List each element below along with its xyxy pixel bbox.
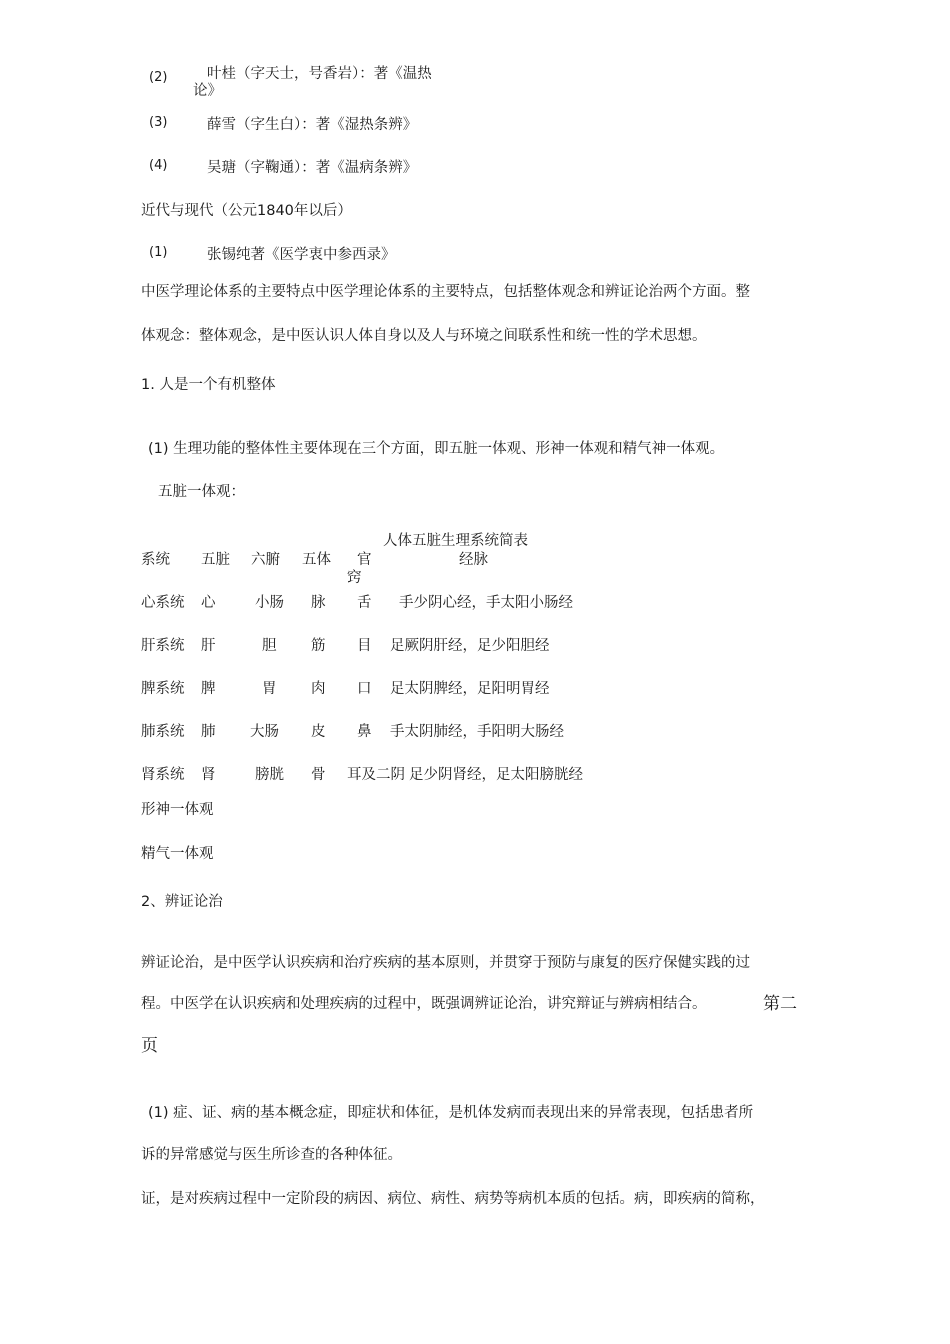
table-cell-qiao: 耳及二阴 xyxy=(347,767,405,783)
table-cell-ti: 骨 xyxy=(311,767,326,783)
subheading: 五脏一体观： xyxy=(158,484,245,500)
table-cell-ti: 皮 xyxy=(311,724,326,740)
table-cell-fu: 膀胱 xyxy=(255,767,284,783)
table-cell-qiao: 口 xyxy=(357,681,372,697)
table-header-qiao-cut: 窍 xyxy=(347,570,362,586)
table-cell-mai: 手太阴肺经，手阳明大肠经 xyxy=(390,724,564,740)
table-cell-system: 脾系统 xyxy=(141,681,185,697)
paragraph-line: 体观念：整体观念，是中医认识人体自身以及人与环境之间联系性和统一性的学术思想。 xyxy=(141,328,707,344)
page-marker: 第二 xyxy=(763,994,797,1014)
paragraph-line: 证，是对疾病过程中一定阶段的病因、病位、病性、病势等病机本质的包括。病，即疾病的简称， xyxy=(141,1191,765,1207)
table-cell-qiao: 目 xyxy=(357,638,372,654)
table-cell-fu: 大肠 xyxy=(250,724,279,740)
paragraph-line: 中医学理论体系的主要特点中医学理论体系的主要特点，包括整体观念和辨证论治两个方面。整 xyxy=(141,284,750,300)
table-header-system: 系统 xyxy=(141,552,170,568)
table-cell-ti: 肉 xyxy=(311,681,326,697)
table-header-zang: 五脏 xyxy=(201,552,230,568)
page-marker: 页 xyxy=(141,1036,158,1056)
table-header-qiao: 官 xyxy=(357,552,372,568)
table-cell-system: 肾系统 xyxy=(141,767,185,783)
list-item-text-continued: 论》 xyxy=(193,83,222,99)
list-item-text: 张锡纯著《医学衷中参西录》 xyxy=(207,247,396,263)
paragraph-line: 诉的异常感觉与医生所诊查的各种体征。 xyxy=(141,1147,402,1163)
list-item-text: 薛雪（字生白）：著《湿热条辨》 xyxy=(207,117,418,133)
table-cell-mai: 足厥阴肝经，足少阳胆经 xyxy=(390,638,550,654)
list-item-text: 叶桂（字天士，号香岩）：著《温热 xyxy=(207,66,432,82)
table-header-fu: 六腑 xyxy=(251,552,280,568)
table-cell-system: 肺系统 xyxy=(141,724,185,740)
table-cell-fu: 胃 xyxy=(262,681,277,697)
table-cell-mai: 足太阴脾经，足阳明胃经 xyxy=(390,681,550,697)
table-header-ti: 五体 xyxy=(302,552,331,568)
section-heading: 1. 人是一个有机整体 xyxy=(141,377,276,393)
table-cell-zang: 肾 xyxy=(201,767,216,783)
table-cell-zang: 心 xyxy=(201,595,216,611)
list-number: (2) xyxy=(149,70,168,85)
table-cell-ti: 筋 xyxy=(311,638,326,654)
table-title: 人体五脏生理系统简表 xyxy=(383,533,528,549)
section-heading: 近代与现代（公元1840年以后） xyxy=(141,203,352,219)
list-number: (3) xyxy=(149,115,168,130)
table-cell-fu: 胆 xyxy=(262,638,277,654)
table-cell-qiao: 舌 xyxy=(357,595,372,611)
list-number: (1) xyxy=(149,245,168,260)
table-cell-fu: 小肠 xyxy=(255,595,284,611)
list-number: (4) xyxy=(149,158,168,173)
paragraph-line: (1) 生理功能的整体性主要体现在三个方面，即五脏一体观、形神一体观和精气神一体观。 xyxy=(148,441,725,457)
table-cell-mai: 手少阴心经，手太阳小肠经 xyxy=(399,595,573,611)
table-cell-qiao: 鼻 xyxy=(357,724,372,740)
table-header-mai: 经脉 xyxy=(459,552,488,568)
table-cell-zang: 肝 xyxy=(201,638,216,654)
table-cell-system: 心系统 xyxy=(141,595,185,611)
table-cell-mai: 足少阴肾经，足太阳膀胱经 xyxy=(409,767,583,783)
table-cell-ti: 脉 xyxy=(311,595,326,611)
paragraph-line: 辨证论治，是中医学认识疾病和治疗疾病的基本原则，并贯穿于预防与康复的医疗保健实践的过 xyxy=(141,955,750,971)
list-item-text: 吴瑭（字鞠通）：著《温病条辨》 xyxy=(207,160,418,176)
subheading: 形神一体观 xyxy=(141,802,214,818)
paragraph-line: (1) 症、证、病的基本概念症，即症状和体征，是机体发病而表现出来的异常表现，包括患者所 xyxy=(148,1105,754,1121)
paragraph-line: 程。中医学在认识疾病和处理疾病的过程中，既强调辨证论治，讲究辩证与辨病相结合。 xyxy=(141,996,707,1012)
table-cell-system: 肝系统 xyxy=(141,638,185,654)
subheading: 精气一体观 xyxy=(141,846,214,862)
table-cell-zang: 肺 xyxy=(201,724,216,740)
section-heading: 2、辨证论治 xyxy=(141,894,223,910)
table-cell-zang: 脾 xyxy=(201,681,216,697)
